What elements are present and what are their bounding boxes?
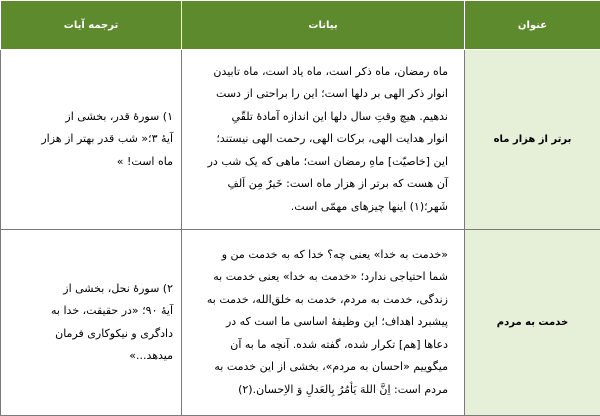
table-row <box>1 230 600 416</box>
description-line: زندگی، خدمت به مردم، خدمت به خلق‌الله، خدمت به <box>194 289 448 312</box>
row-title: خدمت به مردم <box>465 230 600 416</box>
description-line: شَهر؛(۱) اینها چیزهای مهمّی است. <box>194 196 448 219</box>
description-line: مردم است: اِنَّ اللهَ یَأمُرُ بِالعَدلِ وَ الاِحسان.(۲) <box>194 379 448 402</box>
header-verse-translation: ترجمه آیات <box>1 1 182 50</box>
verse-line: دادگری و نیکوکاری فرمان <box>11 323 173 346</box>
row-title: برتر از هزار ماه <box>465 50 600 230</box>
table-row <box>1 50 600 230</box>
verse-line: ۱) سورهٔ قدر، بخشی از <box>11 106 173 129</box>
description-line: پیشبرد اهداف؛ این وظیفهٔ اساسی ما است که در <box>194 311 448 334</box>
description-line: شما احتیاجی ندارد؛ «خدمت به خدا» یعنی خدمت به <box>194 266 448 289</box>
description-line: انوار هدایت الهی، برکات الهی، رحمت الهی نیستند؛ <box>194 128 448 151</box>
description-line: انوار ذکر الهی بر دلها است؛ این را براحتی از دست <box>194 83 448 106</box>
row-verse-translation <box>1 230 182 416</box>
header-description: بیانات <box>182 1 465 50</box>
description-line: میگوییم «احسان به مردم»، بخشی از این خدمت به <box>194 356 448 379</box>
header-title: عنوان <box>465 1 600 50</box>
description-line: آن هست که برتر از هزار ماه است: خَیرٌ مِن اَلفِ <box>194 173 448 196</box>
row-description <box>182 230 465 416</box>
description-line: ماه رمضان، ماه ذکر است، ماه یاد است، ماه تابیدن <box>194 61 448 84</box>
verse-line: ماه است! » <box>11 151 173 174</box>
description-line: دعاها [هم] تکرار شده، گفته شده. آنچه ما به آن <box>194 334 448 357</box>
description-line: این [خاصیّت] ماهِ رمضان است؛ ماهی که یک شب در <box>194 151 448 174</box>
header-row <box>1 1 600 50</box>
verse-line: آیهٔ ۹۰؛ «در حقیقت، خدا به <box>11 300 173 323</box>
row-description <box>182 50 465 230</box>
description-line: «خدمت به خدا» یعنی چه؟ خدا که به خدمت من و <box>194 244 448 267</box>
row-verse-translation <box>1 50 182 230</box>
description-line: ندهیم. هیچ وقتِ سال دلها این اندازه آمادهٔ تلقّیِ <box>194 106 448 129</box>
verse-line: آیهٔ ۳؛« شب قدر بهتر از هزار <box>11 128 173 151</box>
verse-line: میدهد...» <box>11 345 173 368</box>
verse-line: ۲) سورهٔ نحل، بخشی از <box>11 278 173 301</box>
